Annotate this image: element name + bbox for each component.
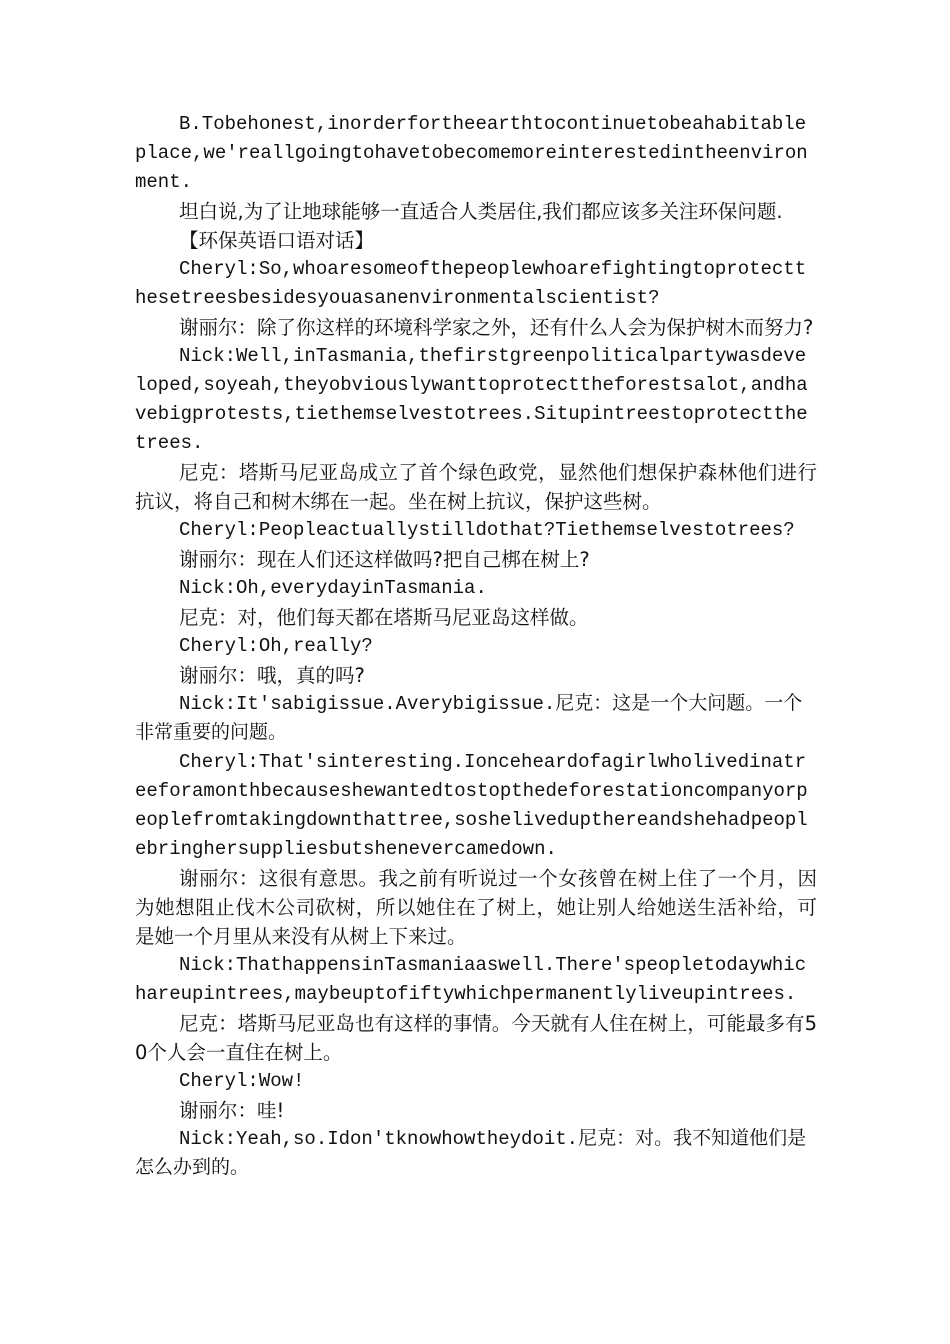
paragraph-chinese: 坦白说,为了让地球能够一直适合人类居住,我们都应该多关注环保问题.: [179, 200, 783, 223]
dialogue-line-nick-mixed: Nick:It'sabigissue.Averybigissue.尼克：这是一个大问题。一个非常重要的问题。: [135, 693, 803, 744]
dialogue-translation-nick: 尼克：塔斯马尼亚岛也有这样的事情。今天就有人住在树上，可能最多有50个人会一直住在树上。: [135, 1012, 817, 1064]
document-body: [135, 110, 817, 1183]
dialogue-translation-nick: 尼克：塔斯马尼亚岛成立了首个绿色政党，显然他们想保护森林他们进行抗议，将自己和树木绑在一起。坐在树上抗议，保护这些树。: [135, 461, 817, 513]
dialogue-line-cheryl: Cheryl:Peopleactuallystilldothat?Tiethemselvestotrees?: [179, 519, 795, 541]
dialogue-line-nick: Nick:Oh,everydayinTasmania.: [179, 577, 487, 599]
dialogue-line-nick: Nick:ThathappensinTasmaniaaswell.There'speopletodaywhichareupintrees,maybeuptofiftywhichpermanentlyliveupintrees.: [135, 954, 807, 1005]
dialogue-translation-nick: 尼克：对，他们每天都在塔斯马尼亚岛这样做。: [179, 606, 589, 629]
dialogue-line-cheryl: Cheryl:Oh,really?: [179, 635, 373, 657]
dialogue-line-cheryl: Cheryl:Wow!: [179, 1070, 305, 1092]
dialogue-line-nick-mixed: Nick:Yeah,so.Idon'tknowhowtheydoit.尼克：对。我不知道他们是怎么办到的。: [135, 1128, 807, 1179]
dialogue-translation-cheryl: 谢丽尔：哦，真的吗?: [179, 664, 365, 687]
paragraph-english: B.Tobehonest,inorderfortheearthtocontinuetobeahabitableplace,we'reallgoingtohavetobecomemoreinterestedintheenvironment.: [135, 113, 808, 193]
dialogue-translation-cheryl: 谢丽尔：除了你这样的环境科学家之外，还有什么人会为保护树木而努力?: [179, 316, 814, 339]
dialogue-translation-cheryl: 谢丽尔：现在人们还这样做吗?把自己梆在树上?: [179, 548, 590, 571]
section-heading: 【环保英语口语对话】: [179, 229, 375, 252]
dialogue-translation-cheryl: 谢丽尔：哇!: [179, 1099, 285, 1122]
dialogue-line-cheryl: Cheryl:That'sinteresting.Ionceheardofagirlwholivedinatreeforamonthbecauseshewantedtostopthedeforestationcompanyorpeoplefromtakingdownthattree,soshelivedupthereandshehadpeoplebringhersuppliesbutshenevercamedown.: [135, 751, 808, 860]
dialogue-line-nick: Nick:Well,inTasmania,thefirstgreenpoliticalpartywasdeveloped,soyeah,theyobviouslywanttoprotecttheforestsalot,andhavebigprotests,tiethemselvestotrees.Situpintreestoprotectthetrees.: [135, 345, 808, 454]
dialogue-line-cheryl: Cheryl:So,whoaresomeofthepeoplewhoarefightingtoprotectthesetreesbesidesyouasanenvironmentalscientist?: [135, 258, 807, 309]
dialogue-translation-cheryl: 谢丽尔：这很有意思。我之前有听说过一个女孩曾在树上住了一个月，因为她想阻止伐木公司砍树，所以她住在了树上，她让别人给她送生活补给，可是她一个月里从来没有从树上下来过。: [135, 867, 817, 948]
